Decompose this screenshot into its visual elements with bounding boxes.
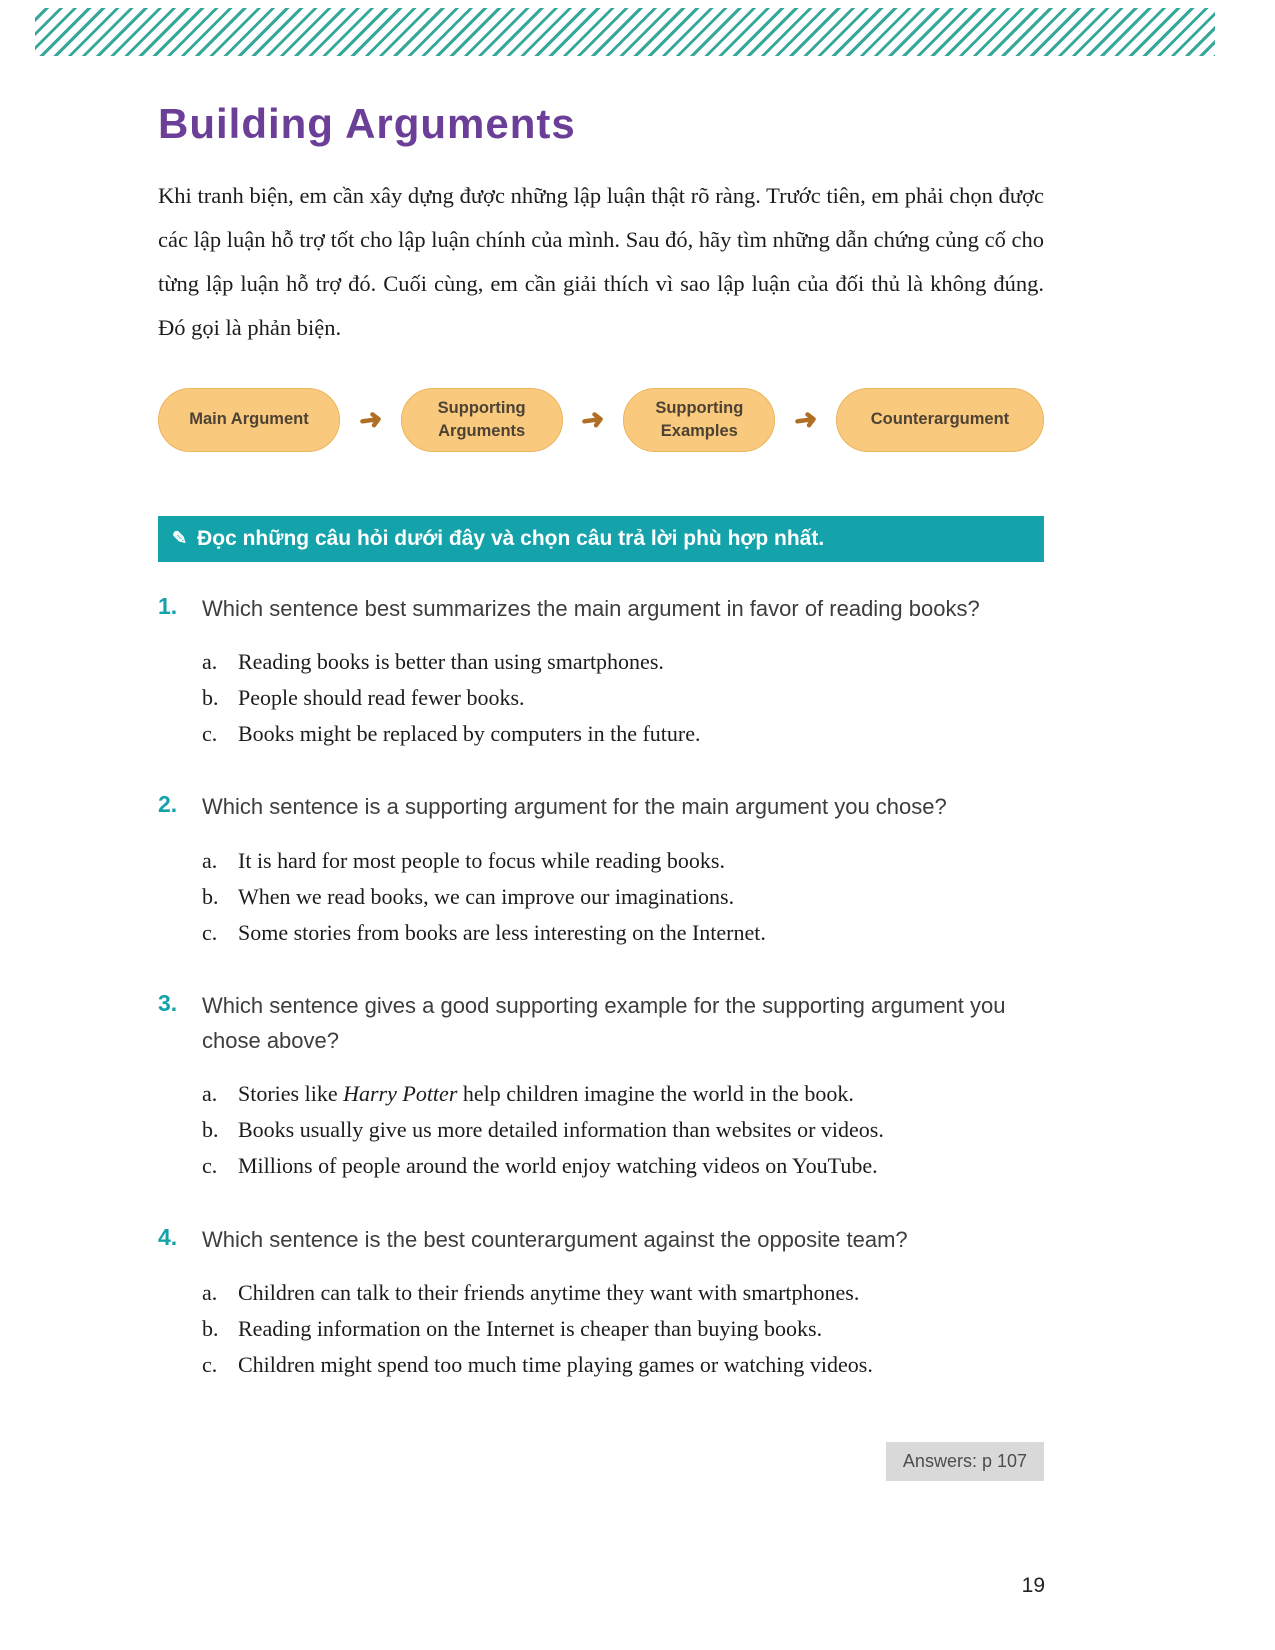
arrow-right-icon: ➜ <box>579 402 607 437</box>
option-letter: b. <box>202 684 219 710</box>
pencil-icon: ✎ <box>172 528 188 548</box>
options-list <box>202 843 1044 952</box>
question-4 <box>158 1223 1044 1384</box>
option-letter: b. <box>202 1116 219 1142</box>
option-letter: c. <box>202 721 218 747</box>
option-text: Millions of people around the world enjoy watching videos on YouTube. <box>238 1153 878 1179</box>
book-title-italic: Harry Potter <box>343 1080 458 1106</box>
option-letter: a. <box>202 847 218 873</box>
flow-step-main-argument: Main Argument <box>158 388 340 452</box>
option-c <box>202 716 1044 752</box>
page-title: Building Arguments <box>158 100 576 147</box>
option-letter: a. <box>202 1080 218 1106</box>
flow-step-counterargument: Counterargument <box>836 388 1044 452</box>
question-number: 3. <box>158 990 178 1017</box>
option-text: Some stories from books are less interesting on the Internet. <box>238 920 766 946</box>
option-b <box>202 680 1044 716</box>
option-a <box>202 843 1044 879</box>
option-letter: c. <box>202 920 218 946</box>
question-number: 2. <box>158 791 178 818</box>
option-text: Children might spend too much time playing games or watching videos. <box>238 1352 873 1378</box>
question-number: 1. <box>158 592 178 619</box>
question-1 <box>158 592 1044 753</box>
option-c <box>202 1347 1044 1383</box>
option-text: It is hard for most people to focus while reading books. <box>238 847 725 873</box>
instruction-text: Đọc những câu hỏi dưới đây và chọn câu trả lời phù hợp nhất. <box>197 526 825 550</box>
option-text: People should read fewer books. <box>238 684 525 710</box>
option-letter: b. <box>202 883 219 909</box>
option-text: When we read books, we can improve our imaginations. <box>238 883 735 909</box>
answers-reference-box: Answers: p 107 <box>886 1442 1044 1481</box>
decorative-stripes <box>35 8 1215 56</box>
option-letter: c. <box>202 1153 218 1179</box>
page-number: 19 <box>1021 1574 1045 1597</box>
flow-step-supporting-arguments: Supporting Arguments <box>401 388 563 452</box>
flow-step-supporting-examples: Supporting Examples <box>623 388 775 452</box>
option-a <box>202 1076 1044 1112</box>
intro-paragraph: Khi tranh biện, em cần xây dựng được những lập luận thật rõ ràng. Trước tiên, em phải chọn được các lập luận hỗ trợ tốt cho lập luận chính của mình. Sau đó, hãy tìm những dẫn chứng củng cố cho từng lập luận hỗ trợ đó. Cuối cùng, em cần giải thích vì sao lập luận của đối thủ là không đúng. Đó gọi là phản biện. <box>158 183 1044 340</box>
options-list <box>202 644 1044 753</box>
option-b <box>202 1112 1044 1148</box>
question-stem: Which sentence is a supporting argument for the main argument you chose? <box>202 794 947 820</box>
option-c <box>202 915 1044 951</box>
option-letter: a. <box>202 648 218 674</box>
page-content <box>158 100 1044 1481</box>
option-text: Reading books is better than using smartphones. <box>238 648 664 674</box>
option-letter: c. <box>202 1352 218 1378</box>
option-a <box>202 1275 1044 1311</box>
option-b <box>202 1311 1044 1347</box>
question-stem: Which sentence is the best counterargument against the opposite team? <box>202 1226 908 1252</box>
option-text: Books usually give us more detailed information than websites or videos. <box>238 1116 884 1142</box>
question-number: 4. <box>158 1223 178 1250</box>
arrow-right-icon: ➜ <box>356 402 385 437</box>
option-letter: b. <box>202 1315 219 1341</box>
arrow-right-icon: ➜ <box>791 402 820 437</box>
options-list <box>202 1275 1044 1384</box>
option-b <box>202 879 1044 915</box>
question-2 <box>158 790 1044 951</box>
question-stem: Which sentence best summarizes the main argument in favor of reading books? <box>202 595 980 621</box>
options-list <box>202 1076 1044 1185</box>
option-a <box>202 644 1044 680</box>
option-c <box>202 1148 1044 1184</box>
option-letter: a. <box>202 1279 218 1305</box>
question-3 <box>158 989 1044 1184</box>
option-text: Stories like Harry Potter help children imagine the world in the book. <box>238 1080 854 1106</box>
instruction-banner <box>158 516 1044 562</box>
argument-flow-diagram <box>158 388 1044 452</box>
question-stem: Which sentence gives a good supporting example for the supporting argument you chose above? <box>202 993 1006 1053</box>
option-text: Books might be replaced by computers in the future. <box>238 721 701 747</box>
option-text: Reading information on the Internet is cheaper than buying books. <box>238 1315 823 1341</box>
option-text: Children can talk to their friends anytime they want with smartphones. <box>238 1279 860 1305</box>
